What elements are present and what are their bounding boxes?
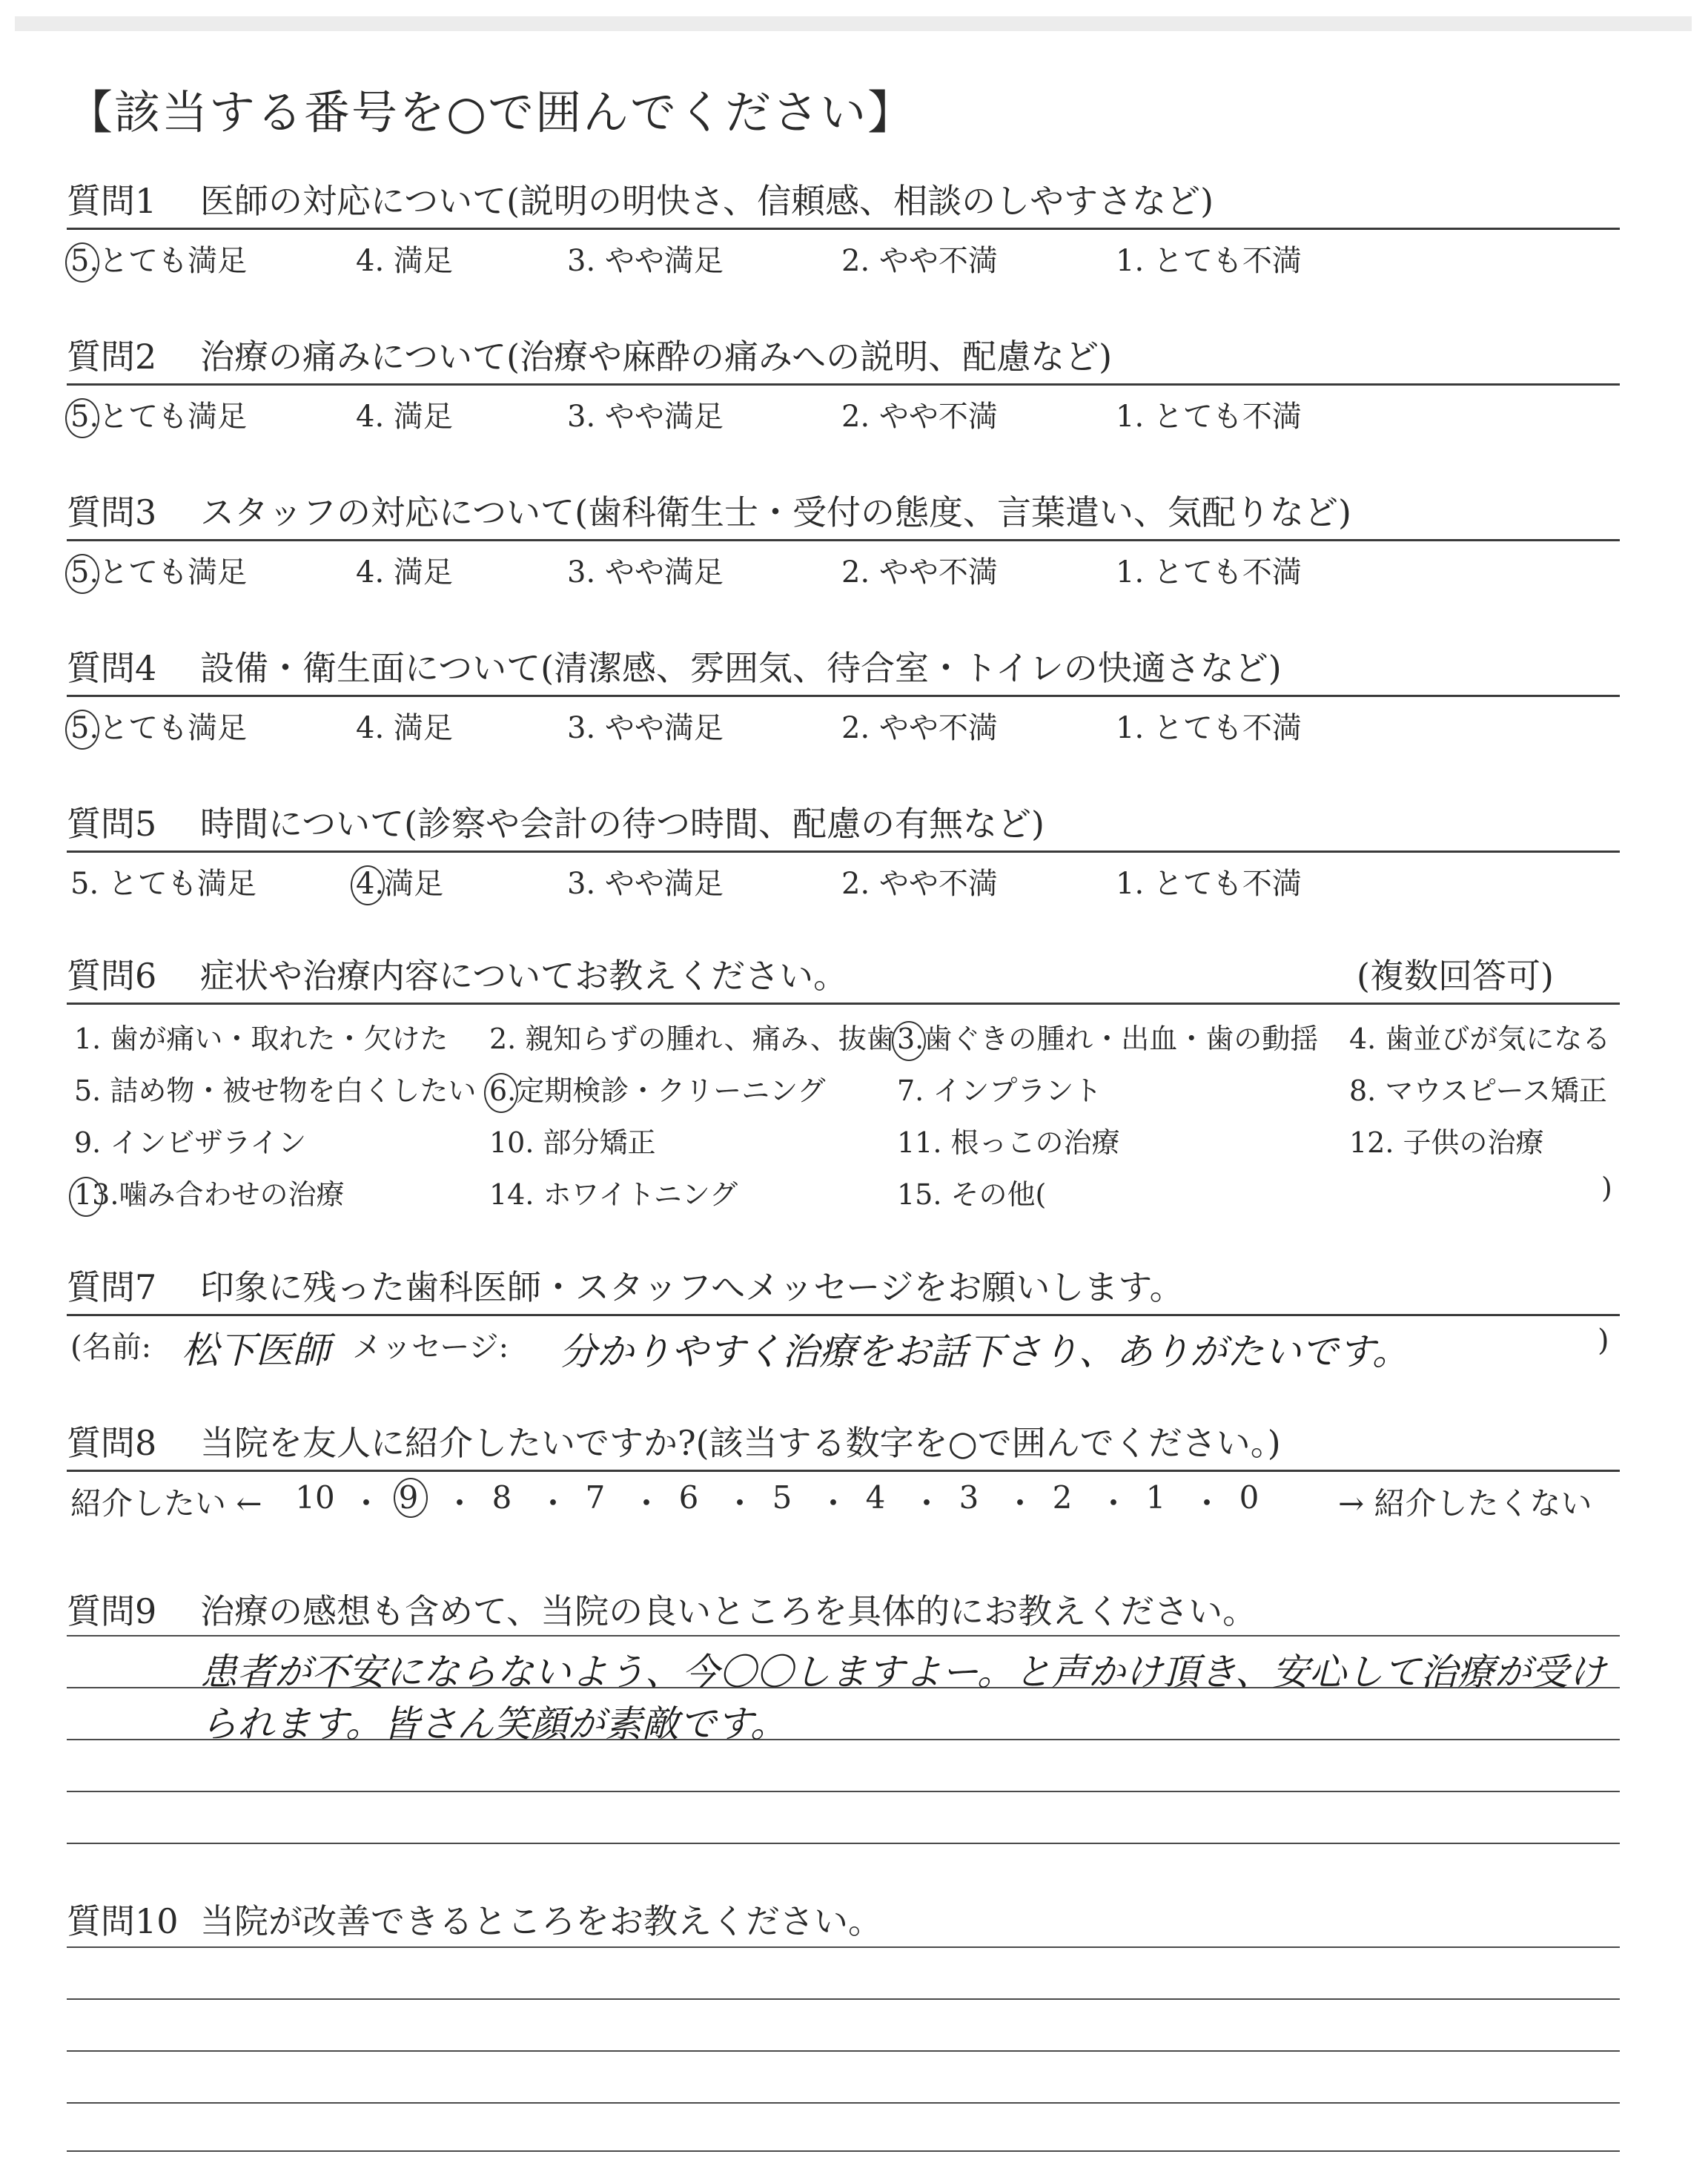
scale-left-label: 紹介したい ← [70,1485,262,1522]
question-1 [67,174,1214,223]
rating-option-3[interactable]: 3. やや満足 [567,400,724,434]
question-2 [67,330,1112,379]
question-6 [67,949,1554,998]
scale-separator: ・ [1004,1485,1036,1522]
rating-option-4[interactable]: 4. 満足 [356,555,453,589]
symptom-option-9[interactable]: 9. インビザライン [74,1126,307,1159]
improve-line-3 [67,2050,1620,2052]
rating-option-3[interactable]: 3. やや満足 [567,867,724,901]
rating-option-3[interactable]: 3. やや満足 [567,244,724,278]
question-number: 質問1 [67,181,157,221]
improve-line-5 [67,2150,1620,2152]
scale-separator: ・ [631,1485,663,1522]
question-number: 質問3 [67,492,157,532]
rating-option-4[interactable] [356,860,443,902]
question-7 [67,1261,1184,1309]
rating-option-5[interactable] [70,704,247,747]
selected-mark: 5. [70,400,99,434]
question-text: スタッフの対応について(歯科衛生士・受付の態度、言葉遣い、気配りなど) [200,492,1351,532]
answer-line-1 [67,1635,1620,1636]
rating-option-5[interactable] [70,237,247,280]
scan-top-edge [15,16,1692,31]
question-6-rule [67,1003,1620,1005]
scale-right-label: → 紹介したくない [1338,1485,1592,1522]
rating-option-1[interactable]: 1. とても不満 [1116,555,1302,589]
question-8 [67,1416,1281,1465]
option-label: 満足 [384,867,444,901]
rating-option-1[interactable]: 1. とても不満 [1116,711,1302,745]
symptom-option-13[interactable] [74,1172,344,1212]
option-label: とても満足 [99,555,248,589]
rating-option-1[interactable]: 1. とても不満 [1116,400,1302,434]
question-number: 質問2 [67,337,157,377]
scale-separator: ・ [724,1485,756,1522]
question-5-rule [67,851,1620,853]
question-text: 印象に残った歯科医師・スタッフへメッセージをお願いします。 [200,1267,1184,1307]
scale-separator: ・ [1191,1485,1223,1522]
question-number: 質問8 [67,1423,157,1463]
answer-line-5 [67,1843,1620,1844]
selected-mark: 13. [74,1178,119,1211]
option-label: 定期検診・クリーニング [516,1074,826,1107]
message-line [70,1324,1609,1373]
rating-option-2[interactable]: 2. やや不満 [841,400,998,434]
scale-separator: ・ [818,1485,850,1522]
question-4 [67,641,1282,690]
symptom-option-5[interactable]: 5. 詰め物・被せ物を白くしたい [74,1074,477,1107]
improve-line-4 [67,2102,1620,2104]
scale-separator: ・ [351,1485,383,1522]
scale-number-4[interactable]: 4 [865,1479,886,1516]
symptom-option-6[interactable] [489,1068,826,1109]
handwritten-name[interactable]: 松下医師 [182,1329,330,1372]
question-3 [67,486,1351,535]
rating-option-2[interactable]: 2. やや不満 [841,867,998,901]
symptom-option-1[interactable]: 1. 歯が痛い・取れた・欠けた [74,1023,448,1055]
scale-number-6[interactable]: 6 [678,1479,699,1516]
question-text: 時間について(診察や会計の待つ時間、配慮の有無など) [200,804,1045,844]
question-text: 治療の感想も含めて、当院の良いところを具体的にお教えください。 [200,1591,1257,1631]
rating-option-1[interactable]: 1. とても不満 [1116,867,1302,901]
name-label: (名前: [70,1330,152,1364]
scale-number-5[interactable]: 5 [772,1479,792,1516]
symptom-option-12[interactable]: 12. 子供の治療 [1349,1126,1544,1159]
question-number: 質問5 [67,804,157,844]
option-label: とても満足 [99,711,248,745]
selected-mark: 5. [70,555,99,589]
rating-option-4[interactable]: 4. 満足 [356,244,453,278]
symptom-option-15[interactable]: 15. その他( [897,1178,1047,1211]
improve-line-2 [67,1998,1620,2000]
scale-number-3[interactable]: 3 [959,1479,979,1516]
question-5 [67,797,1045,846]
question-4-rule [67,695,1620,697]
scale-separator: ・ [444,1485,476,1522]
selected-mark: 3. [897,1023,924,1055]
question-7-rule [67,1314,1620,1316]
scale-number-1[interactable]: 1 [1145,1479,1166,1516]
question-number: 質問4 [67,648,157,688]
selected-mark: 9 [398,1479,419,1516]
scale-separator: ・ [911,1485,943,1522]
symptom-option-2[interactable]: 2. 親知らずの腫れ、痛み、抜歯 [489,1023,895,1055]
other-closing-paren: ) [1601,1172,1612,1204]
handwritten-message[interactable]: 分かりやすく治療をお話下さり、ありがたいです。 [560,1330,1409,1373]
symptom-option-8[interactable]: 8. マウスピース矯正 [1349,1074,1607,1107]
rating-option-5[interactable] [70,393,247,435]
question-number: 質問10 [67,1901,179,1941]
option-label: 歯ぐきの腫れ・出血・歯の動揺 [924,1023,1319,1055]
question-text: 当院を友人に紹介したいですか?(該当する数字を○で囲んでください。) [200,1423,1281,1463]
question-text: 症状や治療内容についてお教えください。 [200,956,848,996]
closing-paren: ) [1598,1324,1609,1358]
symptom-option-3[interactable] [897,1016,1318,1057]
multiple-answer-note: (複数回答可) [1357,956,1554,996]
symptom-option-4[interactable]: 4. 歯並びが気になる [1349,1023,1611,1055]
question-number: 質問7 [67,1267,157,1307]
question-2-rule [67,383,1620,386]
rating-option-2[interactable]: 2. やや不満 [841,244,998,278]
question-number: 質問9 [67,1591,157,1631]
symptom-option-10[interactable]: 10. 部分矯正 [489,1126,656,1159]
option-label: とても満足 [99,244,248,278]
scale-number-7[interactable]: 7 [585,1479,606,1516]
question-text: 当院が改善できるところをお教えください。 [200,1901,882,1941]
page-heading: 【該当する番号を○で囲んでください】 [67,85,916,139]
symptom-option-14[interactable]: 14. ホワイトニング [489,1178,738,1211]
rating-option-4[interactable]: 4. 満足 [356,400,453,434]
handwritten-answer-line-1[interactable]: 患者が不安にならないよう、今〇〇しますよー。と声かけ頂き、安心して治療が受け [200,1651,1606,1694]
scale-number-8[interactable]: 8 [491,1479,512,1516]
scale-number-9[interactable] [386,1479,431,1516]
question-text: 治療の痛みについて(治療や麻酔の痛みへの説明、配慮など) [200,337,1113,377]
rating-option-2[interactable]: 2. やや不満 [841,555,998,589]
scale-number-2[interactable]: 2 [1052,1479,1073,1516]
question-10 [67,1895,882,1943]
rating-option-3[interactable]: 3. やや満足 [567,711,724,745]
rating-option-1[interactable]: 1. とても不満 [1116,244,1302,278]
rating-option-3[interactable]: 3. やや満足 [567,555,724,589]
selected-mark: 4. [356,867,385,901]
improve-line-1 [67,1946,1620,1948]
rating-option-2[interactable]: 2. やや不満 [841,711,998,745]
rating-option-5[interactable]: 5. とても満足 [70,867,256,901]
question-8-rule [67,1470,1620,1472]
question-text: 設備・衛生面について(清潔感、雰囲気、待合室・トイレの快適さなど) [200,648,1282,688]
question-1-rule [67,228,1620,230]
handwritten-answer-line-2[interactable]: られます。皆さん笑顔が素敵です。 [200,1702,787,1745]
question-text: 医師の対応について(説明の明快さ、信頼感、相談のしやすさなど) [200,181,1214,221]
scale-number-0[interactable]: 0 [1239,1479,1260,1516]
selected-mark: 5. [70,244,99,278]
message-label: メッセージ: [352,1330,509,1364]
rating-option-5[interactable] [70,549,247,591]
option-label: 噛み合わせの治療 [119,1178,345,1211]
scale-number-10[interactable]: 10 [295,1479,335,1516]
option-label: とても満足 [99,400,248,434]
selected-mark: 6. [489,1074,517,1107]
selected-mark: 5. [70,711,99,745]
question-number: 質問6 [67,956,157,996]
question-3-rule [67,539,1620,541]
symptom-option-11[interactable]: 11. 根っこの治療 [897,1126,1120,1159]
symptom-option-7[interactable]: 7. インプラント [897,1074,1102,1107]
question-9 [67,1585,1257,1634]
answer-line-4 [67,1791,1620,1792]
rating-option-4[interactable]: 4. 満足 [356,711,453,745]
scale-separator: ・ [1098,1485,1130,1522]
scale-separator: ・ [537,1485,569,1522]
